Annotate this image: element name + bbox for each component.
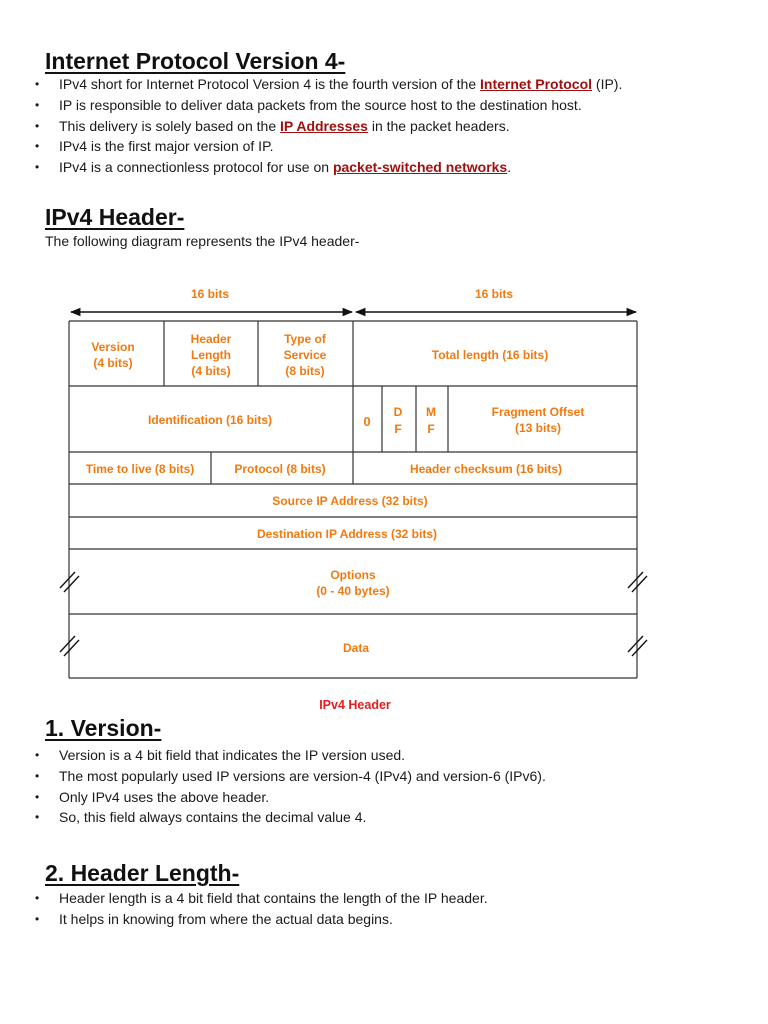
df-field-line2: F <box>394 422 402 436</box>
header-length-field-line3: (4 bits) <box>191 364 231 378</box>
mf-field-line2: F <box>427 422 435 436</box>
list-item: • So, this field always contains the decimal value 4. <box>35 807 546 828</box>
ttl-field: Time to live (8 bits) <box>85 462 195 476</box>
internet-protocol-link[interactable]: Internet Protocol <box>480 76 593 92</box>
options-field-line1: Options <box>330 568 376 582</box>
header-length-heading: 2. Header Length- <box>45 860 240 886</box>
ip-addresses-link[interactable]: IP Addresses <box>280 117 368 134</box>
version-bullet-list <box>35 745 546 828</box>
list-item: • IPv4 is the first major version of IP. <box>35 136 622 157</box>
header-length-field-line2: Length <box>191 348 231 362</box>
packet-switched-networks-link[interactable]: packet-switched networks <box>332 159 508 176</box>
reserved-bit-field: 0 <box>363 414 371 429</box>
version-field-line1: Version <box>91 340 135 354</box>
list-item: • This delivery is solely based on the IP Addresses in the packet headers. <box>35 116 622 137</box>
fragment-offset-line1: Fragment Offset <box>491 405 585 419</box>
list-item: • The most popularly used IP versions are version-4 (IPv4) and version-6 (IPv6). <box>35 766 546 787</box>
tos-field-line1: Type of <box>284 332 326 346</box>
header-length-field-line1: Header <box>190 332 232 346</box>
protocol-field: Protocol (8 bits) <box>234 462 326 476</box>
fragment-offset-line2: (13 bits) <box>514 421 562 435</box>
list-item: • IPv4 is a connectionless protocol for use on packet-switched networks. <box>35 157 622 178</box>
source-ip-field: Source IP Address (32 bits) <box>272 494 428 508</box>
right-bits-label: 16 bits <box>474 287 514 301</box>
tos-field-line2: Service <box>283 348 327 362</box>
diagram-intro-text: The following diagram represents the IPv4 header- <box>45 233 360 249</box>
ipv4-header-heading: IPv4 Header- <box>45 204 185 230</box>
list-item: • Version is a 4 bit field that indicates the IP version used. <box>35 745 546 766</box>
list-item: • Header length is a 4 bit field that contains the length of the IP header. <box>35 888 488 909</box>
list-item: • Only IPv4 uses the above header. <box>35 787 546 808</box>
options-field-line2: (0 - 40 bytes) <box>316 584 390 598</box>
total-length-field: Total length (16 bits) <box>431 348 549 362</box>
version-heading: 1. Version- <box>45 715 162 741</box>
data-field: Data <box>342 641 370 655</box>
checksum-field: Header checksum (16 bits) <box>409 462 563 476</box>
header-length-bullet-list <box>35 888 488 930</box>
destination-ip-field: Destination IP Address (32 bits) <box>256 527 438 541</box>
df-field-line1: D <box>393 405 403 419</box>
page-title: Internet Protocol Version 4- <box>45 48 346 74</box>
list-item: • IP is responsible to deliver data packets from the source host to the destination host. <box>35 95 622 116</box>
list-item: • It helps in knowing from where the actual data begins. <box>35 909 488 930</box>
diagram-caption: IPv4 Header <box>319 698 391 712</box>
tos-field-line3: (8 bits) <box>285 364 325 378</box>
left-bits-label: 16 bits <box>190 287 230 301</box>
version-field-line2: (4 bits) <box>93 356 133 370</box>
list-item: • IPv4 short for Internet Protocol Version 4 is the fourth version of the Internet Protocol (IP). <box>35 74 622 95</box>
mf-field-line1: M <box>426 405 436 419</box>
identification-field: Identification (16 bits) <box>147 413 273 427</box>
